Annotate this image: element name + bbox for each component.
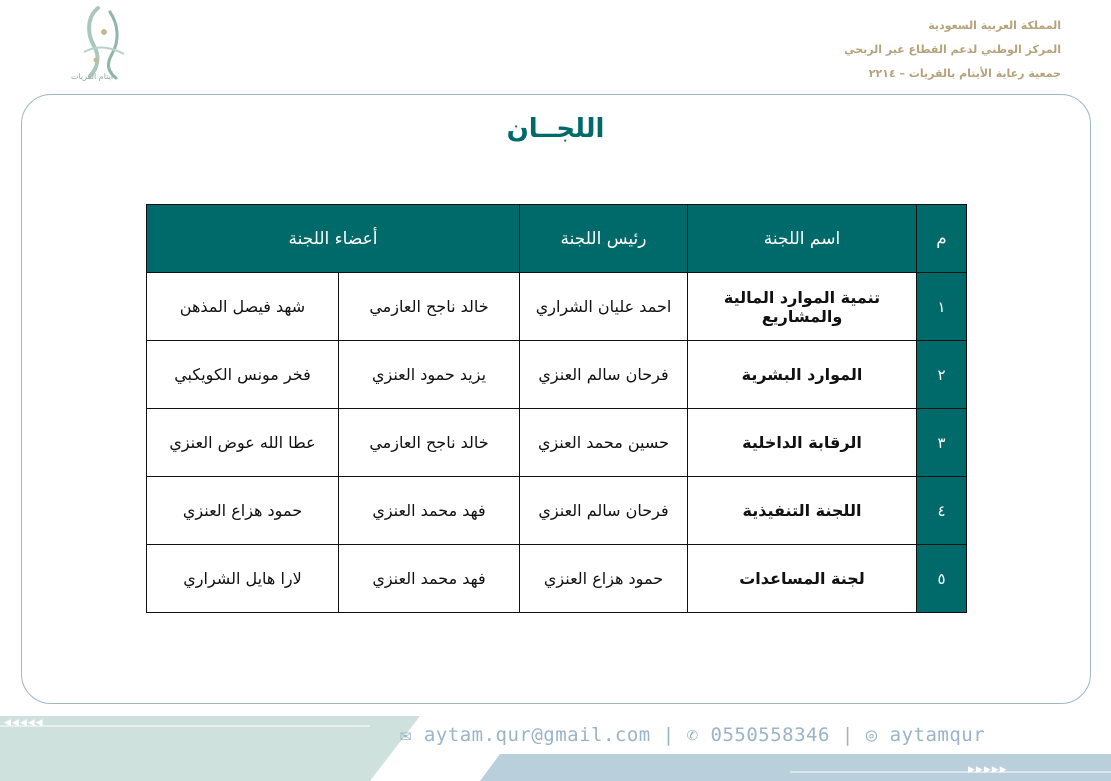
row-num: ٣ <box>917 409 967 477</box>
row-num: ٤ <box>917 477 967 545</box>
footer-arrows-right: ▶▶▶▶▶ <box>968 765 1008 775</box>
committee-name: لجنة المساعدات <box>688 545 917 613</box>
header-line-1: المملكة العربية السعودية <box>928 19 1061 32</box>
header-name: اسم اللجنة <box>688 205 917 273</box>
whatsapp-icon: ✆ <box>686 724 699 746</box>
footer-phone[interactable]: 0550558346 <box>710 724 830 746</box>
mail-icon: ✉ <box>400 724 412 746</box>
footer-contact <box>400 724 985 746</box>
committee-member: فهد محمد العنزي <box>339 545 520 613</box>
page-title: اللجــان <box>506 114 605 144</box>
footer-email[interactable]: aytam.qur@gmail.com <box>423 724 651 746</box>
footer-arrows-left: ◀◀◀◀◀ <box>4 718 44 728</box>
row-num: ٢ <box>917 341 967 409</box>
header-num: م <box>917 205 967 273</box>
committee-member: عطا الله عوض العنزي <box>147 409 339 477</box>
separator: | <box>841 724 854 746</box>
committee-member: خالد ناجح العازمي <box>339 409 520 477</box>
committee-chair: احمد عليان الشراري <box>520 273 688 341</box>
header-line-3: جمعية رعاية الأيتام بالقريات – ٢٢١٤ <box>868 67 1061 80</box>
committee-member: حمود هزاع العنزي <box>147 477 339 545</box>
committee-name: الرقابة الداخلية <box>688 409 917 477</box>
table-row <box>147 341 967 409</box>
committee-member: فخر مونس الكويكبي <box>147 341 339 409</box>
row-num: ١ <box>917 273 967 341</box>
committee-chair: حمود هزاع العنزي <box>520 545 688 613</box>
committee-member: شهد فيصل المذهن <box>147 273 339 341</box>
separator: | <box>662 724 675 746</box>
committee-name: الموارد البشرية <box>688 341 917 409</box>
committee-member: لارا هايل الشراري <box>147 545 339 613</box>
header-block <box>844 14 1061 86</box>
committee-member: يزيد حمود العنزي <box>339 341 520 409</box>
logo-subtitle: أيتام القريات <box>70 72 114 81</box>
committee-chair: حسين محمد العنزي <box>520 409 688 477</box>
header-chair: رئيس اللجنة <box>520 205 688 273</box>
social-icons: ◎ <box>865 724 878 746</box>
table-row <box>147 477 967 545</box>
table-header-row <box>147 205 967 273</box>
committees-table <box>146 204 967 613</box>
committee-chair: فرحان سالم العنزي <box>520 341 688 409</box>
header-line-2: المركز الوطني لدعم القطاع غير الربحي <box>844 43 1061 56</box>
committee-member: فهد محمد العنزي <box>339 477 520 545</box>
committee-name: تنمية الموارد المالية والمشاريع <box>688 273 917 341</box>
table-row <box>147 273 967 341</box>
table-row <box>147 545 967 613</box>
table-row <box>147 409 967 477</box>
committee-chair: فرحان سالم العنزي <box>520 477 688 545</box>
committee-name: اللجنة التنفيذية <box>688 477 917 545</box>
footer-social[interactable]: aytamqur <box>889 724 986 746</box>
committee-member: خالد ناجح العازمي <box>339 273 520 341</box>
header-members: أعضاء اللجنة <box>147 205 520 273</box>
logo <box>58 2 148 90</box>
row-num: ٥ <box>917 545 967 613</box>
